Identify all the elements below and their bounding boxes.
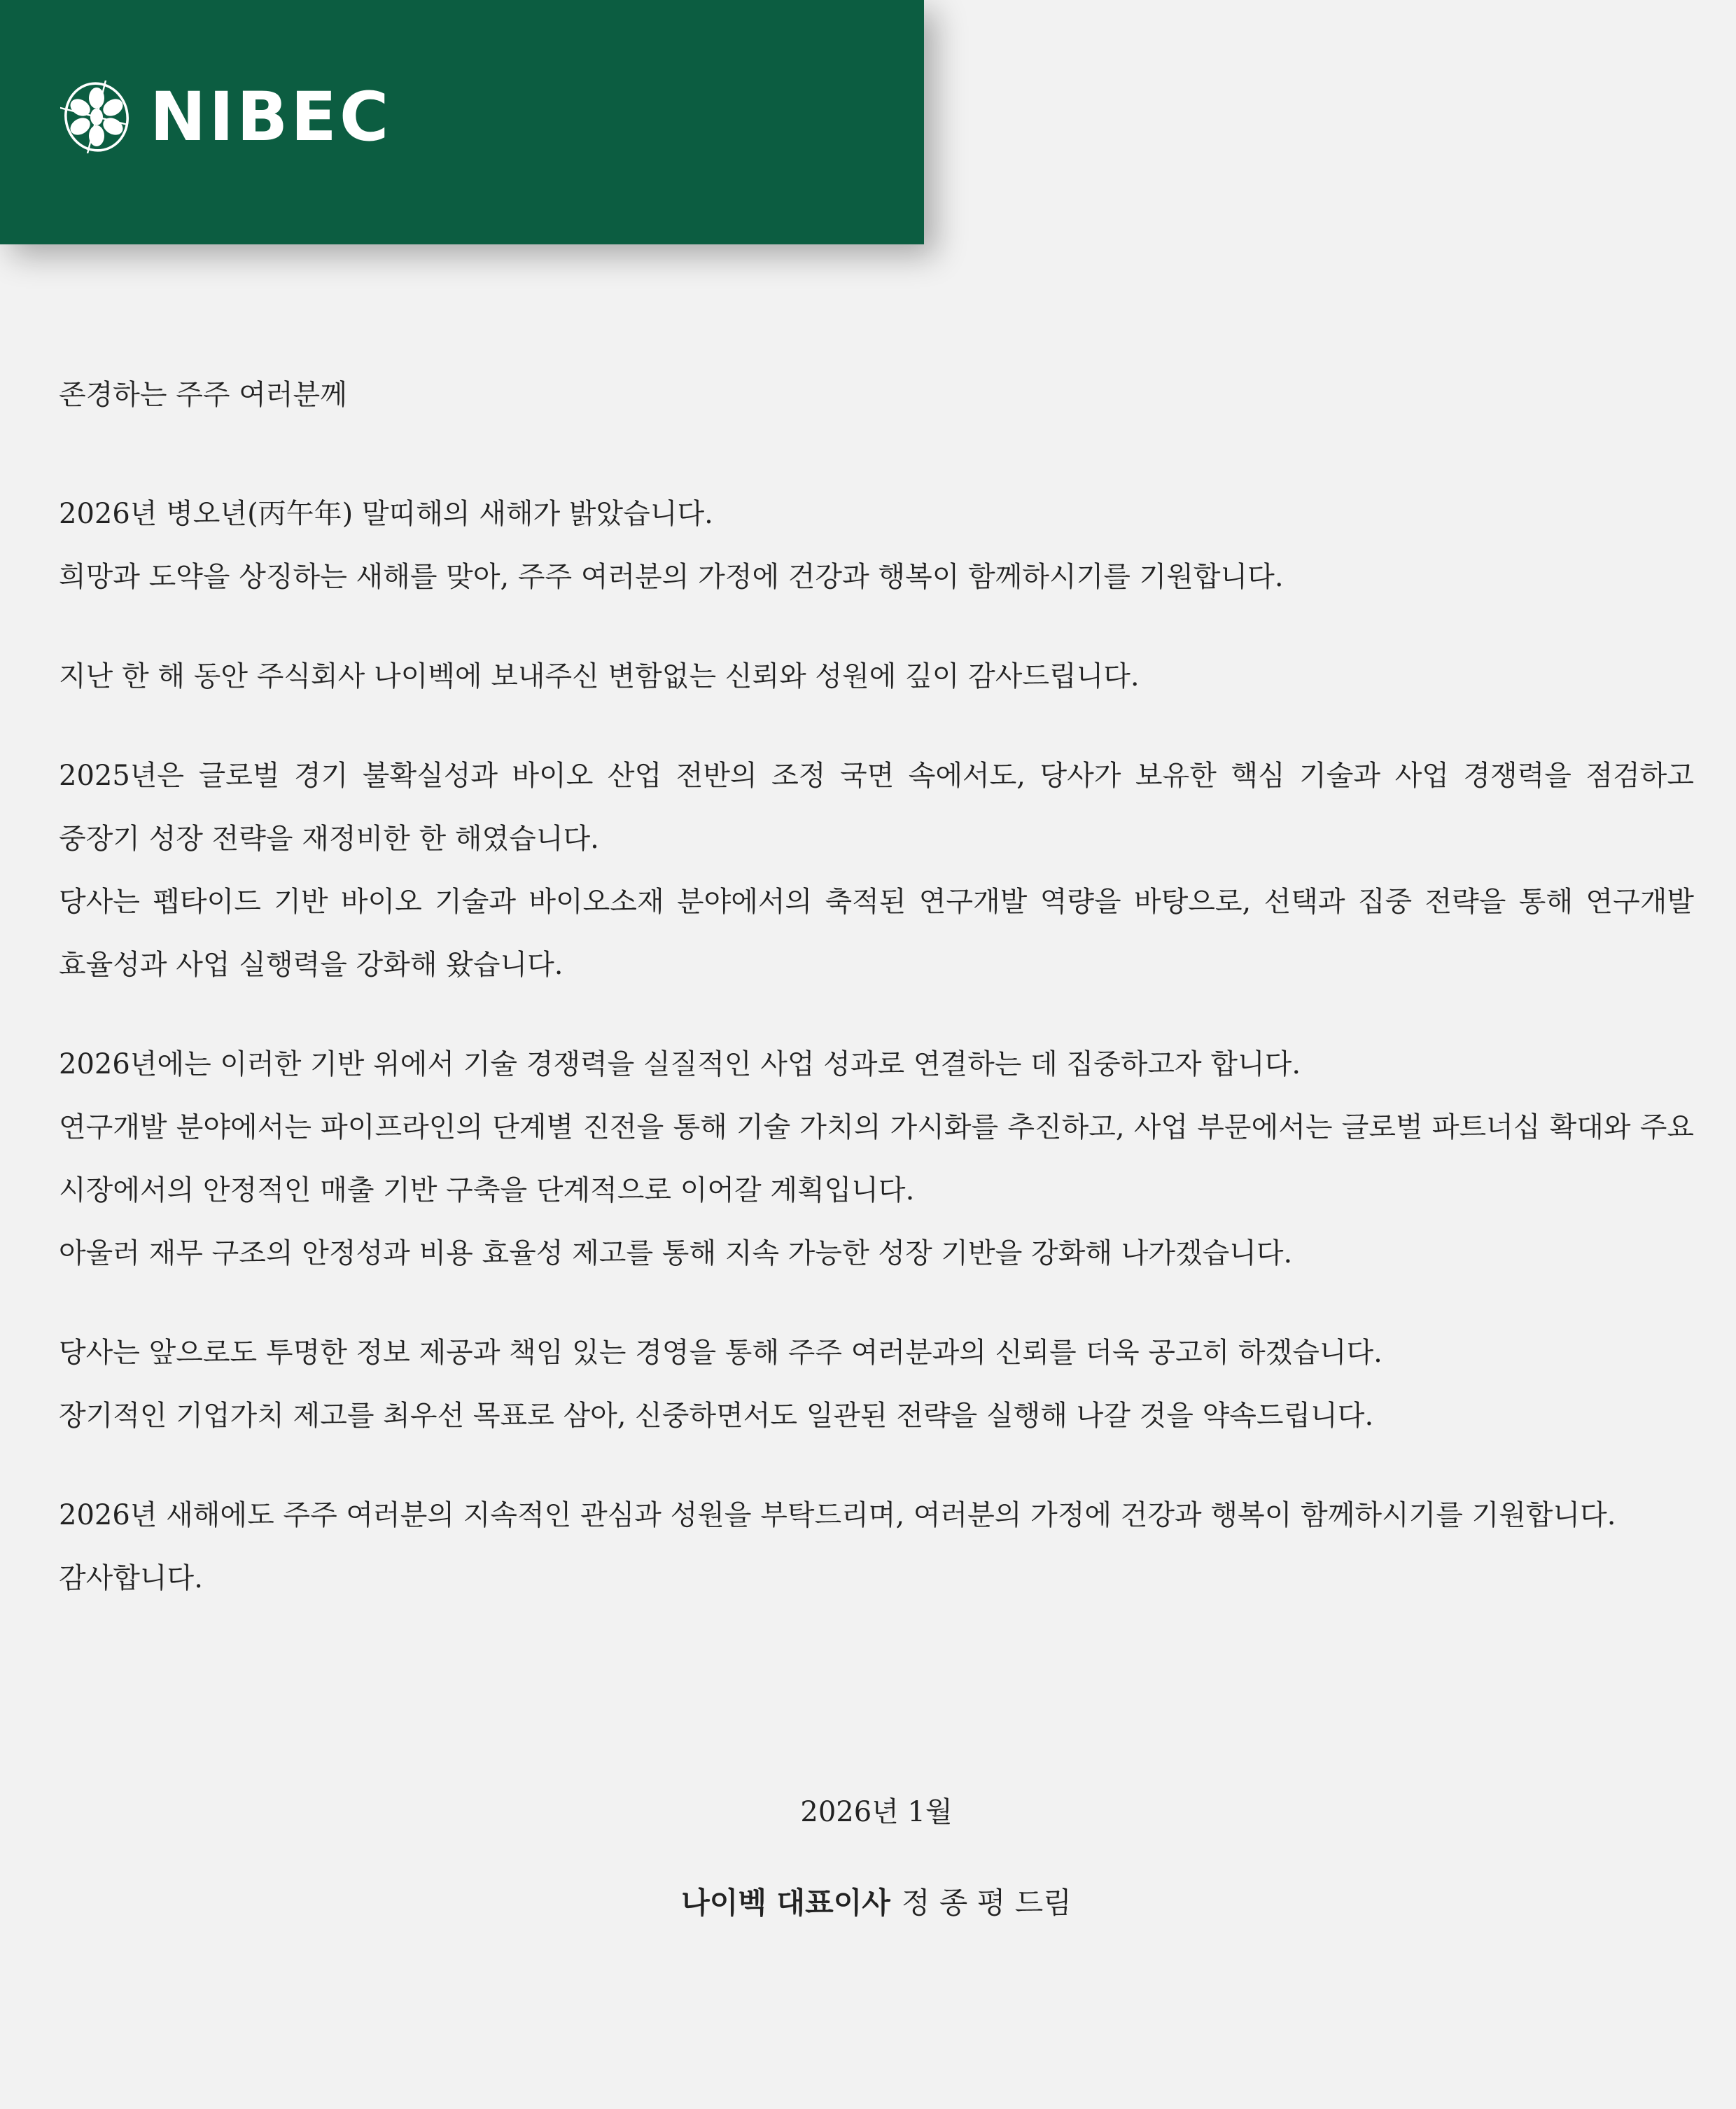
letter-paragraph — [59, 1321, 1694, 1447]
letter-line: 장기적인 기업가치 제고를 최우선 목표로 삼아, 신중하면서도 일관된 전략을 실행해 나갈 것을 약속드립니다. — [59, 1400, 1374, 1432]
letter-paragraph — [59, 482, 1694, 608]
brand-wordmark: NIBEC — [150, 77, 392, 156]
letter-line: 2026년 병오년(丙午年) 말띠해의 새해가 밝았습니다. — [59, 498, 713, 530]
letter-salutation: 존경하는 주주 여러분께 — [59, 379, 347, 411]
letter-line: 감사합니다. — [59, 1562, 203, 1594]
nibec-logo — [60, 77, 392, 156]
letter-paragraph — [59, 645, 1694, 708]
letter-line: 지난 한 해 동안 주식회사 나이벡에 보내주신 변함없는 신뢰와 성원에 깊이 감사드립니다. — [59, 660, 1140, 692]
signature-title: 나이벡 대표이사 — [681, 1886, 890, 1920]
letter-paragraph — [59, 744, 1694, 996]
letter-paragraphs — [59, 482, 1694, 1610]
letter-line: 당사는 앞으로도 투명한 정보 제공과 책임 있는 경영을 통해 주주 여러분과의 신뢰를 더욱 공고히 하겠습니다. — [59, 1337, 1382, 1369]
letter-signature — [59, 1872, 1694, 1935]
nibec-flower-compass-icon — [60, 81, 133, 153]
letter-paragraph — [59, 1033, 1694, 1285]
letter-line: 2026년 새해에도 주주 여러분의 지속적인 관심과 성원을 부탁드리며, 여러분의 가정에 건강과 행복이 함께하시기를 기원합니다. — [59, 1499, 1616, 1531]
brand-header-band — [0, 0, 924, 244]
letter-line: 2026년에는 이러한 기반 위에서 기술 경쟁력을 실질적인 사업 성과로 연결하는 데 집중하고자 합니다. — [59, 1048, 1301, 1080]
signature-name: 정 종 평 드림 — [901, 1886, 1072, 1920]
letter-line: 희망과 도약을 상징하는 새해를 맞아, 주주 여러분의 가정에 건강과 행복이 함께하시기를 기원합니다. — [59, 561, 1284, 593]
letter-date: 2026년 1월 — [800, 1796, 953, 1828]
letter-line: 아울러 재무 구조의 안정성과 비용 효율성 제고를 통해 지속 가능한 성장 기반을 강화해 나가겠습니다. — [59, 1237, 1293, 1269]
letter-paragraph — [59, 1484, 1694, 1610]
letter-line: 연구개발 분야에서는 파이프라인의 단계별 진전을 통해 기술 가치의 가시화를 추진하고, 사업 부문에서는 글로벌 파트너십 확대와 주요 시장에서의 안정적인 매출 기반 구축을 단계적으로 이어갈 계획입니다. — [59, 1111, 1694, 1206]
shareholder-letter — [59, 244, 1694, 1935]
letter-line: 당사는 펩타이드 기반 바이오 기술과 바이오소재 분야에서의 축적된 연구개발 역량을 바탕으로, 선택과 집중 전략을 통해 연구개발 효율성과 사업 실행력을 강화해 왔습니다. — [59, 886, 1694, 981]
letter-line: 2025년은 글로벌 경기 불확실성과 바이오 산업 전반의 조정 국면 속에서도, 당사가 보유한 핵심 기술과 사업 경쟁력을 점검하고 중장기 성장 전략을 재정비한 한 해였습니다. — [59, 760, 1694, 855]
